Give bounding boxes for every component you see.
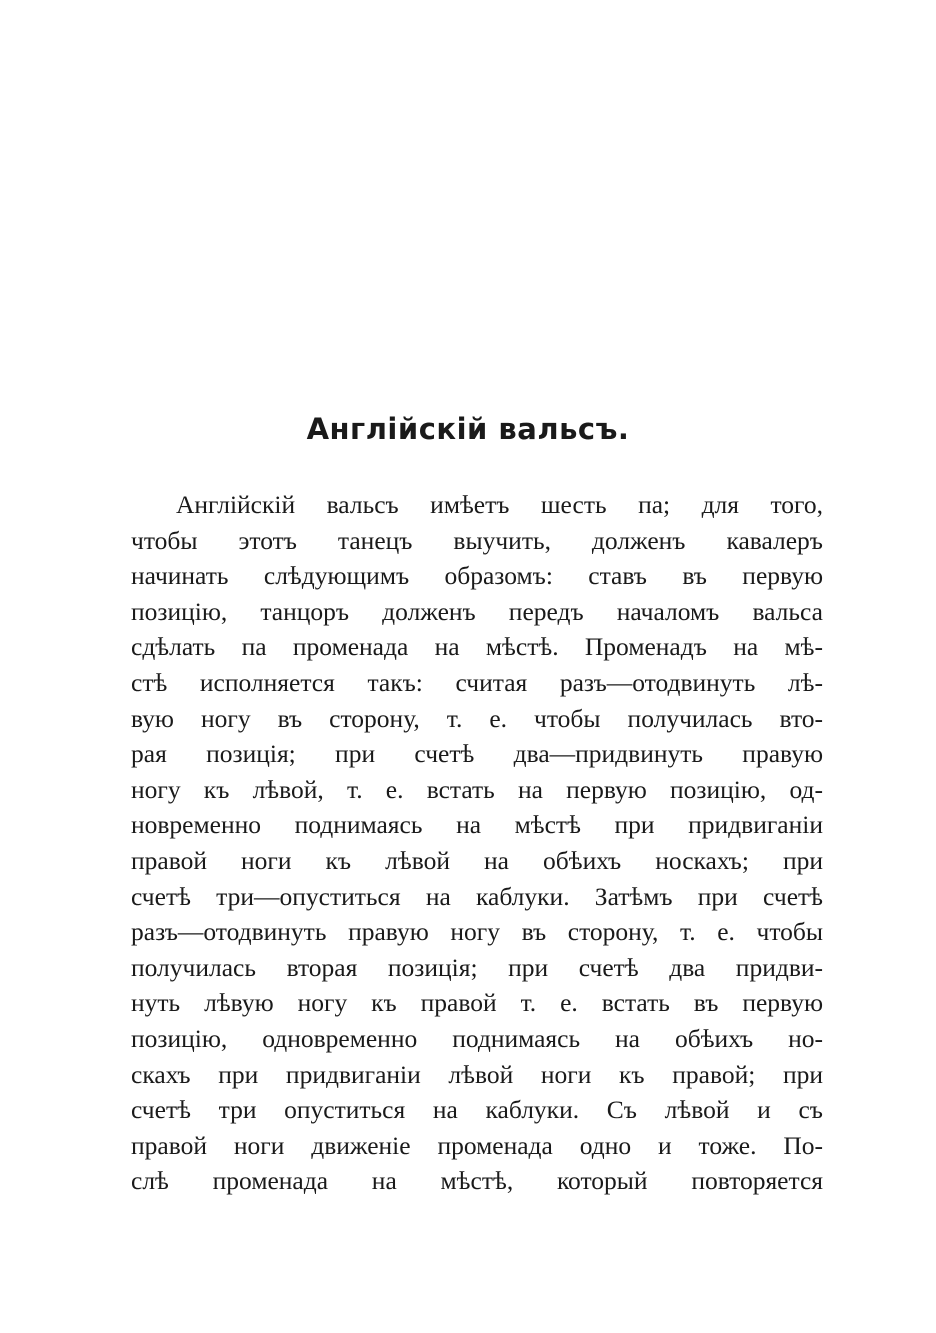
- chapter-heading: Англійскій вальсъ.: [306, 412, 630, 446]
- text-line: Англійскій вальсъ имѣетъ шесть па; для того,: [176, 490, 823, 519]
- text-line: ногу къ лѣвой, т. е. встать на первую позицію, од-: [131, 774, 823, 804]
- text-line: правой ноги къ лѣвой на обѣихъ носкахъ; при: [131, 845, 823, 875]
- text-line: чтобы этотъ танецъ выучить, долженъ кавалеръ: [131, 525, 823, 555]
- text-line: сдѣлать па променада на мѣстѣ. Променадъ на мѣ-: [131, 632, 823, 662]
- text-line: скахъ при придвиганіи лѣвой ноги къ правой; при: [131, 1059, 823, 1089]
- paragraph: [131, 487, 823, 1199]
- text-line: счетѣ три опуститься на каблуки. Съ лѣвой и съ: [131, 1095, 823, 1125]
- text-line: стѣ исполняется такъ: считая разъ—отодвинуть лѣ-: [131, 667, 823, 697]
- text-line: вую ногу въ сторону, т. е. чтобы получилась вто-: [131, 703, 823, 733]
- text-line: рая позиція; при счетѣ два—придвинуть правую: [131, 739, 823, 769]
- text-line: позицію, танцоръ долженъ передъ началомъ вальса: [131, 596, 823, 626]
- text-line: новременно поднимаясь на мѣстѣ при придвиганіи: [131, 810, 823, 840]
- text-line: получилась вторая позиція; при счетѣ два придви-: [131, 952, 823, 982]
- text-line: позицію, одновременно поднимаясь на обѣихъ но-: [131, 1023, 823, 1053]
- text-line: нуть лѣвую ногу къ правой т. е. встать въ первую: [131, 988, 823, 1018]
- text-line: правой ноги движеніе променада одно и тоже. По-: [131, 1130, 823, 1160]
- text-line: слѣ променада на мѣстѣ, который повторяется: [131, 1166, 823, 1196]
- text-line: разъ—отодвинуть правую ногу въ сторону, т. е. чтобы: [131, 917, 823, 947]
- text-line: счетѣ три—опуститься на каблуки. Затѣмъ при счетѣ: [131, 881, 823, 911]
- text-line: начинать слѣдующимъ образомъ: ставъ въ первую: [131, 561, 823, 591]
